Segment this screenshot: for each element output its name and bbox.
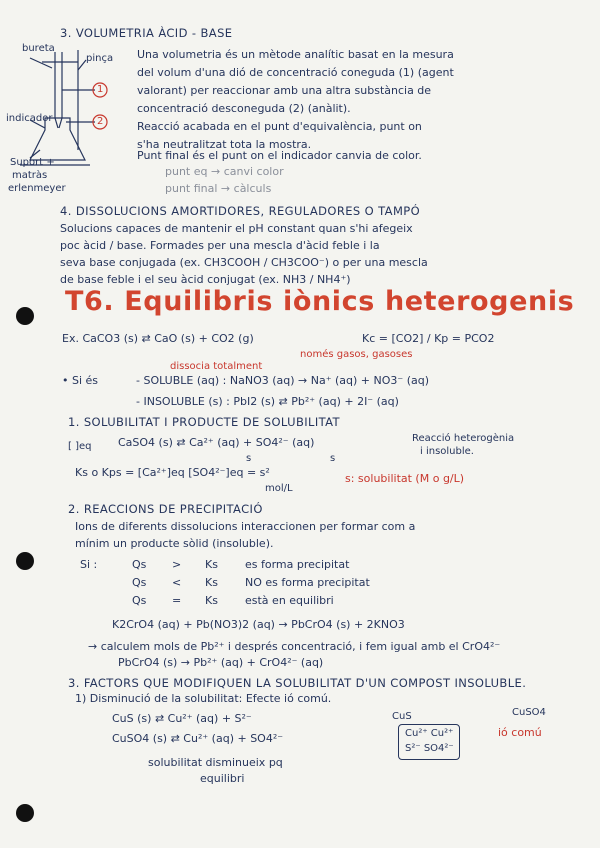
ion-box [398, 724, 460, 760]
section-heading: 1. SOLUBILITAT I PRODUCTE DE SOLUBILITAT [68, 415, 340, 429]
text-line: valorant) per reaccionar amb una altra substància de [137, 84, 432, 97]
table-cell: Ks [205, 576, 218, 589]
page-title: T6. Equilibris iònics heterogenis [65, 286, 575, 317]
equation: Ks o Kps = [Ca²⁺]eq [SO4²⁻]eq = s² [75, 466, 270, 479]
section-heading: 4. DISSOLUCIONS AMORTIDORES, REGULADORES O TAMPÓ [60, 204, 421, 218]
equation: Kc = [CO2] / Kp = PCO2 [362, 332, 495, 345]
text-line: Punt final és el punt on el indicador canvia de color. [137, 149, 422, 162]
punch-hole [16, 307, 34, 325]
equation: Ex. CaCO3 (s) ⇄ CaO (s) + CO2 (g) [62, 332, 254, 345]
note: només gasos, gasoses [300, 349, 413, 360]
label: CuS [392, 711, 412, 722]
text-line: s'ha neutralitzat tota la mostra. [137, 138, 312, 151]
section-heading: 2. REACCIONS DE PRECIPITACIÓ [68, 502, 263, 516]
circle-label-2: 2 [97, 116, 104, 127]
label-bureta: bureta [22, 43, 55, 54]
table-cell: > [172, 558, 182, 571]
equation: CaSO4 (s) ⇄ Ca²⁺ (aq) + SO4²⁻ (aq) [118, 436, 315, 449]
table-cell: NO es forma precipitat [245, 576, 370, 589]
text-line: mínim un producte sòlid (insoluble). [75, 537, 274, 550]
circle-label-1: 1 [97, 84, 104, 95]
text-line: Una volumetria és un mètode analític basat en la mesura [137, 48, 454, 61]
punch-hole [16, 804, 34, 822]
equation: - INSOLUBLE (s) : PbI2 (s) ⇄ Pb²⁺ (aq) + 2I⁻ (aq) [136, 395, 399, 408]
equation: K2CrO4 (aq) + Pb(NO3)2 (aq) → PbCrO4 (s) + 2KNO3 [112, 618, 405, 631]
label: s [330, 453, 336, 464]
label: mol/L [265, 483, 293, 494]
table-cell: Ks [205, 594, 218, 607]
text-line: Solucions capaces de mantenir el pH constant quan s'hi afegeix [60, 222, 413, 235]
table-cell: Qs [132, 576, 147, 589]
table-cell: = [172, 594, 182, 607]
text-line: poc àcid / base. Formades per una mescla d'àcid feble i la [60, 239, 380, 252]
text-line: 1) Disminució de la solubilitat: Efecte ió comú. [75, 692, 332, 705]
equation: PbCrO4 (s) → Pb²⁺ (aq) + CrO4²⁻ (aq) [118, 656, 324, 669]
label: Si : [80, 558, 98, 571]
label: [ ]eq [68, 441, 92, 452]
label: CuSO4 [512, 707, 546, 718]
text-line: equilibri [200, 772, 245, 785]
box-top: Cu²⁺ Cu²⁺ [405, 728, 454, 739]
text-line: Ions de diferents dissolucions interaccionen per formar com a [75, 520, 416, 533]
label: • Si és [62, 374, 99, 387]
table-cell: es forma precipitat [245, 558, 350, 571]
note: Reacció heterogènia [412, 433, 515, 444]
text-line: de base feble i el seu àcid conjugat (ex. NH3 / NH4⁺) [60, 273, 351, 286]
text-line: seva base conjugada (ex. CH3COOH / CH3COO⁻) o per una mescla [60, 256, 428, 269]
text-line: concentració desconeguda (2) (anàlit). [137, 102, 351, 115]
table-cell: està en equilibri [245, 594, 334, 607]
section-heading: 3. VOLUMETRIA ÀCID - BASE [60, 26, 233, 40]
label-pinca: pinça [86, 53, 114, 64]
text-line: Reacció acabada en el punt d'equivalència, punt on [137, 120, 422, 133]
punch-hole [16, 552, 34, 570]
text-line: del volum d'una dió de concentració coneguda (1) (agent [137, 66, 454, 79]
grey-note: punt final → càlculs [165, 182, 272, 195]
label-suport: Suport + [10, 157, 55, 168]
table-cell: < [172, 576, 182, 589]
section-heading: 3. FACTORS QUE MODIFIQUEN LA SOLUBILITAT D'UN COMPOST INSOLUBLE. [68, 676, 527, 690]
table-cell: Ks [205, 558, 218, 571]
box-bottom: S²⁻ SO4²⁻ [405, 743, 454, 754]
label-indicador: indicador [6, 113, 53, 124]
equation: - SOLUBLE (aq) : NaNO3 (aq) → Na⁺ (aq) + NO3⁻ (aq) [136, 374, 430, 387]
text-line: solubilitat disminueix pq [148, 756, 283, 769]
table-cell: Qs [132, 558, 147, 571]
label: s [246, 453, 252, 464]
note: s: solubilitat (M o g/L) [345, 472, 465, 485]
equation: CuS (s) ⇄ Cu²⁺ (aq) + S²⁻ [112, 712, 252, 725]
label-matras: matràs [12, 170, 48, 181]
table-cell: Qs [132, 594, 147, 607]
note: dissocia totalment [170, 361, 263, 372]
equation: CuSO4 (s) ⇄ Cu²⁺ (aq) + SO4²⁻ [112, 732, 284, 745]
text-line: → calculem mols de Pb²⁺ i després concentració, i fem igual amb el CrO4²⁻ [88, 640, 501, 653]
note: ió comú [498, 726, 542, 739]
grey-note: punt eq → canvi color [165, 165, 284, 178]
label-erlenmeyer: erlenmeyer [8, 183, 66, 194]
note: i insoluble. [420, 446, 474, 457]
